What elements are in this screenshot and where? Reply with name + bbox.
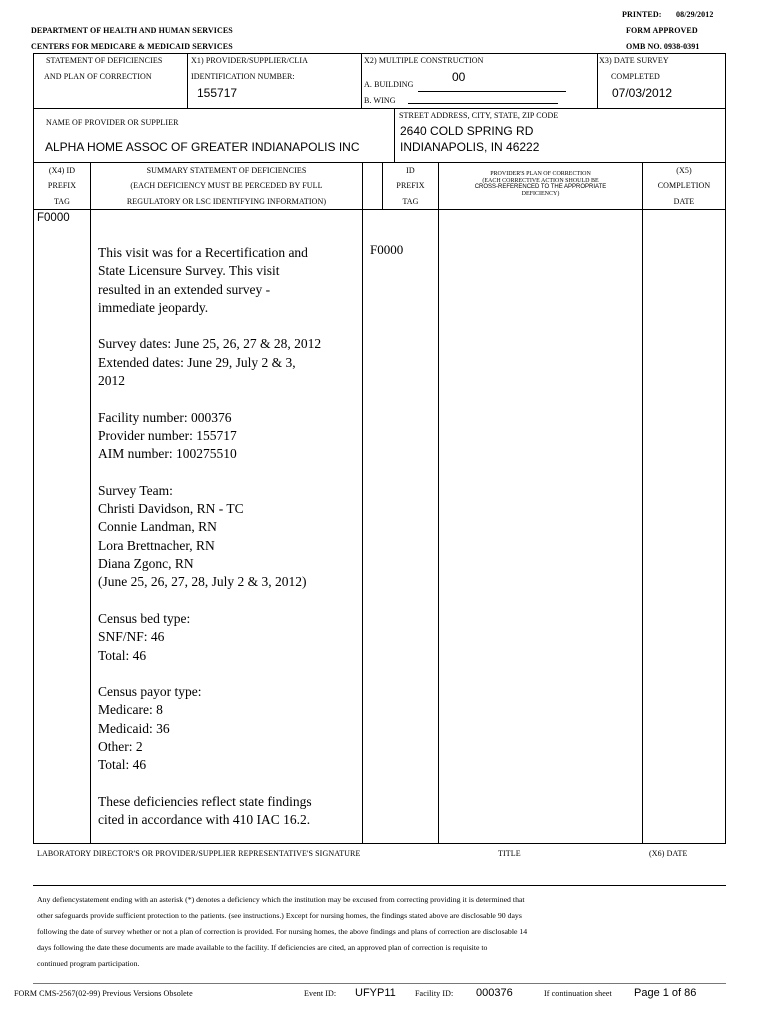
facility-id-label: Facility ID: [415, 989, 454, 998]
event-id-value: UFYP11 [355, 987, 396, 999]
city-state-zip-value[interactable]: INDIANAPOLIS, IN 46222 [400, 140, 540, 154]
text-line: Other: 2 [98, 739, 143, 755]
summary-statement-text [98, 244, 321, 848]
x4-tag-label: TAG [53, 197, 71, 206]
id-label: ID [406, 166, 415, 175]
event-id-label: Event ID: [304, 989, 337, 998]
street-address-value[interactable]: 2640 COLD SPRING RD [400, 124, 534, 138]
text-line: Survey dates: June 25, 26, 27 & 28, 2012 [98, 336, 322, 352]
x4-id-label: (X4) ID [48, 166, 76, 175]
text-line: 2012 [98, 373, 125, 389]
title-label: TITLE [498, 849, 521, 858]
building-underline [418, 91, 566, 92]
id-tag-label: TAG [402, 197, 419, 206]
form-approved: FORM APPROVED [626, 26, 698, 35]
disclaimer-text [37, 892, 527, 972]
disclaimer-line: continued program participation. [37, 959, 140, 968]
text-line: Facility number: 000376 [98, 409, 232, 425]
text-line: State Licensure Survey. This visit [98, 263, 280, 279]
text-line: Medicaid: 36 [98, 720, 170, 736]
paragraph-facility-numbers [98, 409, 321, 464]
printed-label: PRINTED: [622, 10, 662, 19]
printed-date: 08/29/2012 [676, 10, 714, 19]
summary-instruction-1: (EACH DEFICIENCY MUST BE PERCEDED BY FULL [130, 181, 323, 190]
wing-label: B. WING [364, 96, 396, 105]
centers-title: CENTERS FOR MEDICARE & MEDICAID SERVICES [31, 42, 233, 51]
disclaimer-line: Any defiencystatement ending with an asterisk (*) denotes a deficiency which the institution may be excused from correcting providing it is determined that [37, 895, 525, 904]
footer-divider [33, 983, 726, 984]
date-label: DATE [673, 197, 695, 206]
signature-divider [33, 885, 726, 886]
x6-date-label: (X6) DATE [649, 849, 688, 858]
date-survey-value[interactable]: 07/03/2012 [612, 86, 673, 100]
text-line: Christi Davidson, RN - TC [98, 501, 244, 517]
street-address-label: STREET ADDRESS, CITY, STATE, ZIP CODE [399, 111, 559, 120]
text-line: (June 25, 26, 27, 28, July 2 & 3, 2012) [98, 574, 307, 590]
continuation-label: If continuation sheet [544, 989, 612, 998]
completed-label: COMPLETED [611, 72, 660, 81]
disclaimer-line: following the date of survey whether or not a plan of correction is provided. For nursing homes, the above findings and plans of correction are disclosable 14 [37, 927, 528, 936]
summary-instruction-2: REGULATORY OR LSC IDENTIFYING INFORMATION) [126, 197, 327, 206]
paragraph-census-payor [98, 683, 321, 774]
x4-prefix-label: PREFIX [47, 181, 77, 190]
form-number: FORM CMS-2567(02-99) Previous Versions Obsolete [14, 989, 193, 998]
multiple-construction-label: X2) MULTIPLE CONSTRUCTION [364, 56, 484, 65]
disclaimer-line: other safeguards provide sufficient protection to the patients. (see instructions.) Except for nursing homes, the findings stated above are disclosable 90 days [37, 911, 522, 920]
paragraph-state-findings [98, 793, 321, 830]
text-line: resulted in an extended survey - [98, 281, 271, 297]
text-line: Census bed type: [98, 610, 191, 626]
signature-label: LABORATORY DIRECTOR'S OR PROVIDER/SUPPLIER REPRESENTATIVE'S SIGNATURE [37, 849, 361, 858]
right-prefix-tag: F0000 [370, 242, 404, 257]
wing-underline [408, 103, 558, 104]
text-line: Diana Zgonc, RN [98, 556, 194, 572]
text-line: Survey Team: [98, 482, 173, 498]
paragraph-census-bed [98, 610, 321, 665]
department-title: DEPARTMENT OF HEALTH AND HUMAN SERVICES [31, 26, 233, 35]
building-value[interactable]: 00 [452, 70, 466, 84]
plan-of-correction-header: PROVIDER'S PLAN OF CORRECTION (EACH CORRECTIVE ACTION SHOULD BE CROSS-REFERENCED TO THE APPROPRIATE DEFICIENCY) [474, 171, 607, 197]
disclaimer-line: days following the date these documents are made available to the facility. If deficiencies are cited, an approved plan of correction is requisite to [37, 943, 488, 952]
completion-label: COMPLETION [657, 181, 711, 190]
text-line: Provider number: 155717 [98, 427, 237, 443]
left-prefix-tag: F0000 [37, 212, 70, 224]
text-line: cited in accordance with 410 IAC 16.2. [98, 812, 311, 828]
identification-number-label: IDENTIFICATION NUMBER: [191, 72, 295, 81]
building-label: A. BUILDING [364, 80, 414, 89]
x5-label: (X5) [676, 166, 692, 175]
provider-name-label: NAME OF PROVIDER OR SUPPLIER [46, 118, 179, 127]
text-line: immediate jeopardy. [98, 299, 209, 315]
text-line: Total: 46 [98, 757, 147, 773]
text-line: Extended dates: June 29, July 2 & 3, [98, 354, 296, 370]
id-prefix-label: PREFIX [396, 181, 425, 190]
text-line: Lora Brettnacher, RN [98, 537, 215, 553]
date-survey-label: X3) DATE SURVEY [599, 56, 669, 65]
text-line: These deficiencies reflect state findings [98, 793, 312, 809]
text-line: AIM number: 100275510 [98, 446, 237, 462]
page-number: Page 1 of 86 [634, 987, 697, 999]
text-line: Connie Landman, RN [98, 519, 217, 535]
paragraph-survey-team [98, 482, 321, 592]
text-line: Total: 46 [98, 647, 147, 663]
statement-label: STATEMENT OF DEFICIENCIES [46, 56, 163, 65]
provider-name-value[interactable]: ALPHA HOME ASSOC OF GREATER INDIANAPOLIS INC [45, 140, 360, 154]
omb-number: OMB NO. 0938-0391 [626, 42, 700, 51]
paragraph-visit [98, 244, 321, 317]
text-line: This visit was for a Recertification and [98, 245, 308, 260]
plan-of-correction-label: AND PLAN OF CORRECTION [44, 72, 152, 81]
text-line: Census payor type: [98, 684, 202, 700]
summary-statement-label: SUMMARY STATEMENT OF DEFICIENCIES [146, 166, 307, 175]
text-line: SNF/NF: 46 [98, 629, 165, 645]
paragraph-survey-dates [98, 335, 321, 390]
provider-clia-label: X1) PROVIDER/SUPPLIER/CLIA [191, 56, 309, 65]
facility-id-value: 000376 [476, 987, 513, 999]
text-line: Medicare: 8 [98, 702, 163, 718]
provider-number-value[interactable]: 155717 [197, 86, 238, 100]
